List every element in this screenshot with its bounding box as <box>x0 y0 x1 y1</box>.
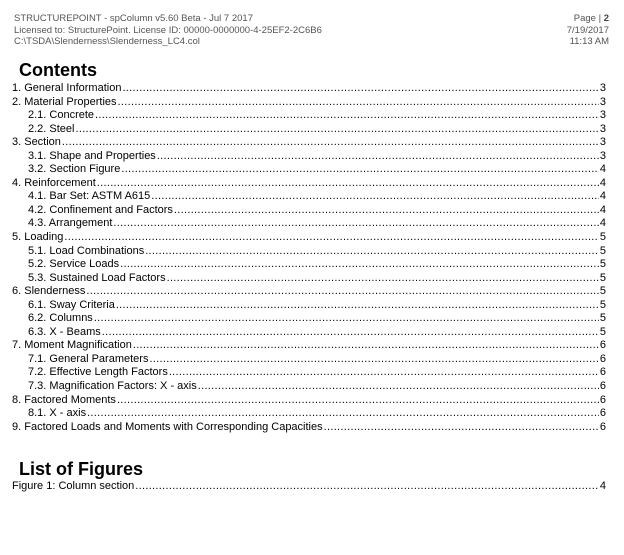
toc-entry-link[interactable] <box>12 96 606 110</box>
toc-entry-link[interactable] <box>12 421 606 435</box>
toc-entry-label: 7. Moment Magnification <box>12 339 132 352</box>
toc-entry-page-number: 6 <box>599 366 606 379</box>
toc-entry-row <box>0 217 624 231</box>
program-line: STRUCTUREPOINT - spColumn v5.60 Beta - Jul 7 2017 <box>14 13 253 24</box>
toc-entry-page-number: 3 <box>599 82 606 94</box>
dot-leader <box>102 326 599 340</box>
dot-leader <box>62 136 599 150</box>
dot-leader <box>97 177 599 191</box>
dot-leader <box>116 299 599 313</box>
figure-entry-page-number: 4 <box>599 480 606 492</box>
dot-leader <box>94 312 599 326</box>
toc-entry-page-number: 6 <box>599 393 606 406</box>
toc-entry-row <box>0 380 624 394</box>
dot-leader <box>324 421 599 435</box>
toc-entry-label: 3.2. Section Figure <box>28 163 121 176</box>
dot-leader <box>122 82 598 96</box>
toc-entry-label: 2.2. Steel <box>28 122 75 135</box>
toc-entry-link[interactable] <box>28 366 606 380</box>
toc-entry-row <box>0 258 624 272</box>
license-line: Licensed to: StructurePoint. License ID: 00000-0000000-4-25EF2-2C6B6 <box>14 24 322 36</box>
toc-entry-page-number: 5 <box>599 258 606 271</box>
dot-leader <box>95 109 599 123</box>
toc-entry-page-number: 3 <box>599 136 606 149</box>
header-date: 7/19/2017 <box>566 24 609 36</box>
toc-entry-page-number: 5 <box>599 312 606 325</box>
toc-entry-page-number: 5 <box>599 298 606 311</box>
toc-entry-link[interactable] <box>28 190 606 204</box>
toc-entry-row <box>0 190 624 204</box>
toc-entry-label: 3.1. Shape and Properties <box>28 149 156 162</box>
toc-entry-row <box>0 299 624 313</box>
toc-entry-page-number: 4 <box>599 203 606 216</box>
toc-entry-page-number: 4 <box>599 176 606 189</box>
dot-leader <box>167 272 599 286</box>
toc-entry-link[interactable] <box>12 285 606 299</box>
contents-heading: Contents <box>19 60 97 80</box>
toc-entry-link[interactable] <box>28 353 606 367</box>
figure-entry-label: Figure 1: Column section <box>12 480 135 492</box>
figure-entry-link[interactable] <box>12 480 606 494</box>
header-left <box>14 13 322 48</box>
toc-entry-page-number: 5 <box>599 231 606 244</box>
toc-entry-page-number: 5 <box>599 285 606 298</box>
toc-entry-row <box>0 204 624 218</box>
toc-entry-page-number: 4 <box>599 190 606 203</box>
toc-entry-link[interactable] <box>28 407 606 421</box>
toc-entry-row <box>0 82 624 96</box>
toc-entry-page-number: 3 <box>599 122 606 135</box>
toc-entry-link[interactable] <box>28 272 606 286</box>
toc-entry-page-number: 5 <box>599 325 606 338</box>
dot-leader <box>145 245 599 259</box>
toc-entry-label: 2.1. Concrete <box>28 109 95 122</box>
toc-entry-link[interactable] <box>28 245 606 259</box>
toc-entry-row <box>0 150 624 164</box>
toc-entry-label: 7.3. Magnification Factors: X - axis <box>28 380 197 393</box>
toc-entry-link[interactable] <box>12 231 606 245</box>
toc-entry-row <box>0 123 624 137</box>
toc-entry-row <box>0 109 624 123</box>
toc-entry-row <box>0 96 624 110</box>
header-time: 11:13 AM <box>569 36 609 47</box>
dot-leader <box>133 339 599 353</box>
toc-entry-row <box>0 326 624 340</box>
toc-entry-link[interactable] <box>28 163 606 177</box>
toc-entry-row <box>0 421 624 435</box>
dot-leader <box>149 353 598 367</box>
toc-entry-row <box>0 312 624 326</box>
toc-entry-page-number: 3 <box>599 149 606 162</box>
toc-entry-label: 8.1. X - axis <box>28 407 87 420</box>
list-of-figures <box>0 480 624 494</box>
toc-entry-label: 4.2. Confinement and Factors <box>28 203 173 216</box>
toc-entry-page-number: 5 <box>599 271 606 284</box>
dot-leader <box>157 150 599 164</box>
dot-leader <box>120 258 599 272</box>
toc-entry-row <box>0 285 624 299</box>
toc-entry-row <box>0 231 624 245</box>
toc-entry-page-number: 6 <box>599 380 606 393</box>
toc-entry-link[interactable] <box>12 136 606 150</box>
toc-entry-page-number: 3 <box>599 95 606 108</box>
toc-entry-link[interactable] <box>28 123 606 137</box>
toc-entry-label: 8. Factored Moments <box>12 393 116 406</box>
toc-entry-page-number: 6 <box>599 407 606 420</box>
toc-entry-label: 5.1. Load Combinations <box>28 244 145 257</box>
dot-leader <box>174 204 599 218</box>
toc-entry-label: 5.2. Service Loads <box>28 258 120 271</box>
toc-entry-page-number: 6 <box>599 420 606 433</box>
dot-leader <box>169 366 599 380</box>
toc-entry-label: 6.1. Sway Criteria <box>28 298 115 311</box>
toc-entry-link[interactable] <box>28 380 606 394</box>
toc-entry-label: 4.3. Arrangement <box>28 217 113 230</box>
toc-entry-label: 7.2. Effective Length Factors <box>28 366 168 379</box>
toc-entry-label: 4.1. Bar Set: ASTM A615 <box>28 190 151 203</box>
toc-entry-label: 5. Loading <box>12 231 64 244</box>
figure-entry-row <box>0 480 624 494</box>
toc-entry-label: 4. Reinforcement <box>12 176 96 189</box>
toc-entry-row <box>0 163 624 177</box>
toc-entry-label: 1. General Information <box>12 82 122 94</box>
toc-entry-row <box>0 366 624 380</box>
dot-leader <box>135 480 599 494</box>
toc-entry-label: 3. Section <box>12 136 61 149</box>
dot-leader <box>86 285 598 299</box>
toc-entry-link[interactable] <box>28 312 606 326</box>
toc-entry-row <box>0 394 624 408</box>
toc-entry-label: 2. Material Properties <box>12 95 117 108</box>
toc-entry-link[interactable] <box>28 217 606 231</box>
toc-entry-page-number: 5 <box>599 244 606 257</box>
toc-entry-label: 7.1. General Parameters <box>28 352 149 365</box>
file-path-line: C:\TSDA\Slenderness\Slenderness_LC4.col <box>14 36 200 47</box>
toc-entry-row <box>0 245 624 259</box>
toc-entry-page-number: 3 <box>599 109 606 122</box>
toc-entry-page-number: 4 <box>599 217 606 230</box>
dot-leader <box>87 407 599 421</box>
toc-entry-page-number: 4 <box>599 163 606 176</box>
toc-entry-label: 9. Factored Loads and Moments with Corresponding Capacities <box>12 420 323 433</box>
dot-leader <box>75 123 598 137</box>
toc-entry-label: 6. Slenderness <box>12 285 86 298</box>
dot-leader <box>64 231 598 245</box>
toc-entry-label: 6.2. Columns <box>28 312 93 325</box>
dot-leader <box>198 380 599 394</box>
dot-leader <box>151 190 599 204</box>
toc-entry-label: 6.3. X - Beams <box>28 325 101 338</box>
table-of-contents <box>0 82 624 434</box>
toc-entry-link[interactable] <box>28 299 606 313</box>
page-label: Page | <box>573 13 604 24</box>
dot-leader <box>121 163 599 177</box>
page-number: 2 <box>603 13 609 24</box>
toc-entry-page-number: 6 <box>599 339 606 352</box>
toc-entry-row <box>0 407 624 421</box>
list-of-figures-heading: List of Figures <box>19 459 144 479</box>
dot-leader <box>113 217 598 231</box>
toc-entry-row <box>0 136 624 150</box>
header-right <box>567 13 609 48</box>
toc-entry-link[interactable] <box>12 339 606 353</box>
dot-leader <box>118 96 599 110</box>
page-indicator <box>567 13 609 25</box>
dot-leader <box>117 394 599 408</box>
toc-entry-link[interactable] <box>28 109 606 123</box>
toc-entry-link[interactable] <box>28 326 606 340</box>
toc-entry-link[interactable] <box>28 150 606 164</box>
toc-entry-link[interactable] <box>28 258 606 272</box>
toc-entry-link[interactable] <box>28 204 606 218</box>
toc-entry-page-number: 6 <box>599 352 606 365</box>
toc-entry-row <box>0 177 624 191</box>
toc-entry-row <box>0 353 624 367</box>
toc-entry-link[interactable] <box>12 82 606 96</box>
toc-entry-row <box>0 272 624 286</box>
toc-entry-link[interactable] <box>12 177 606 191</box>
toc-entry-row <box>0 339 624 353</box>
toc-entry-link[interactable] <box>12 394 606 408</box>
toc-entry-label: 5.3. Sustained Load Factors <box>28 271 166 284</box>
